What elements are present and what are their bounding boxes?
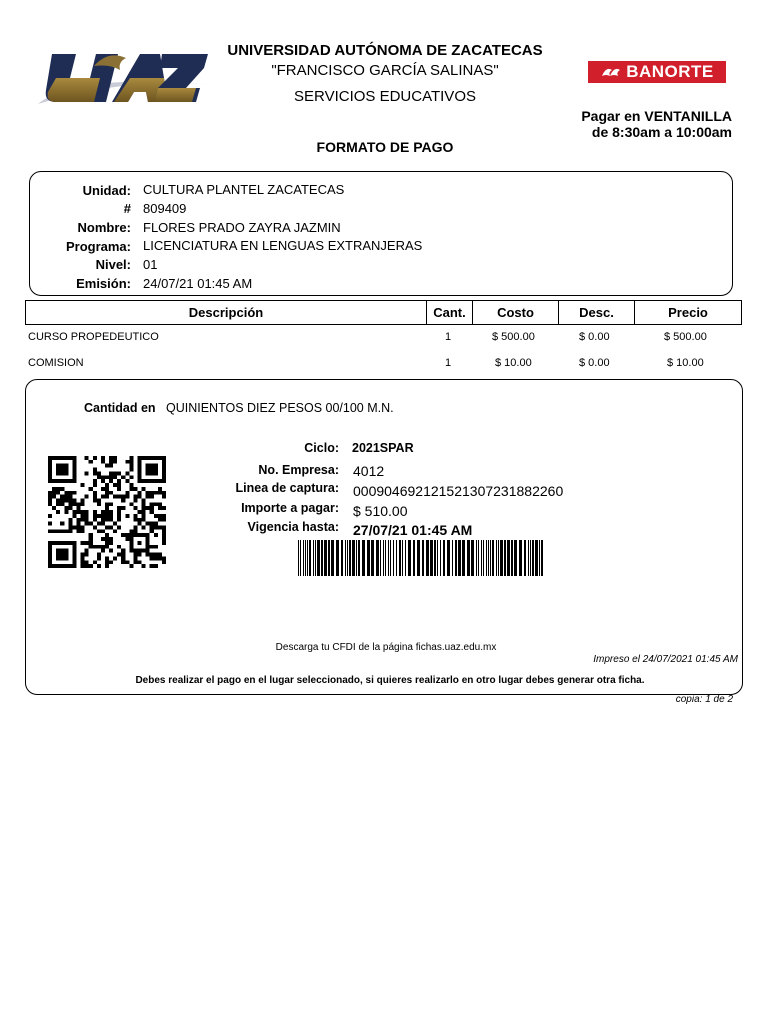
empresa-label: No. Empresa: xyxy=(258,463,339,477)
ciclo-value: 2021SPAR xyxy=(352,441,414,455)
importe-value: $ 510.00 xyxy=(353,503,408,519)
nombre-label: Nombre: xyxy=(77,220,131,235)
table-row xyxy=(25,357,742,371)
header-precio: Precio xyxy=(668,305,708,320)
barcode-icon xyxy=(296,540,548,576)
table-header xyxy=(25,300,742,325)
emision-value: 24/07/21 01:45 AM xyxy=(143,276,253,291)
uaz-eagle-logo-icon xyxy=(34,44,210,110)
university-name: UNIVERSIDAD AUTÓNOMA DE ZACATECAS xyxy=(227,42,543,59)
row-descripcion: CURSO PROPEDEUTICO xyxy=(28,331,159,343)
cantidad-value: QUINIENTOS DIEZ PESOS 00/100 M.N. xyxy=(166,401,394,415)
student-info-box xyxy=(29,171,733,296)
header-cantidad: Cant. xyxy=(427,301,473,324)
cantidad-label: Cantidad en xyxy=(84,401,156,415)
services-title: SERVICIOS EDUCATIVOS xyxy=(294,88,476,105)
banorte-swirl-icon xyxy=(600,64,622,80)
pay-hours-line: de 8:30am a 10:00am xyxy=(591,124,732,140)
linea-captura-value: 000904692121521307231882260 xyxy=(353,483,564,499)
emision-label: Emisión: xyxy=(76,276,131,291)
header-descripcion: Descripción xyxy=(26,301,427,324)
row-precio: $ 500.00 xyxy=(664,331,707,343)
row-descuento: $ 0.00 xyxy=(579,357,610,369)
row-costo: $ 500.00 xyxy=(492,331,535,343)
unidad-label: Unidad: xyxy=(82,183,131,198)
row-descripcion: COMISION xyxy=(28,357,84,369)
row-descuento: $ 0.00 xyxy=(579,331,610,343)
number-value: 809409 xyxy=(143,201,187,216)
qr-code-icon xyxy=(48,456,166,568)
cfdi-download-note: Descarga tu CFDI de la página fichas.uaz.edu.mx xyxy=(275,642,497,653)
pay-window-line: Pagar en VENTANILLA xyxy=(581,108,732,124)
header-descuento: Desc. xyxy=(559,301,635,324)
ciclo-label: Ciclo: xyxy=(304,441,339,455)
row-cantidad: 1 xyxy=(445,331,452,343)
number-label: # xyxy=(123,201,131,216)
form-title: FORMATO DE PAGO xyxy=(316,139,454,155)
linea-captura-label: Linea de captura: xyxy=(235,481,339,495)
row-precio: $ 10.00 xyxy=(667,357,704,369)
bank-name: BANORTE xyxy=(626,62,714,81)
payment-warning: Debes realizar el pago en el lugar seleccionado, si quieres realizarlo en otro lugar debes generar otra ficha. xyxy=(135,675,645,686)
copy-counter: copia: 1 de 2 xyxy=(675,694,733,705)
nombre-value: FLORES PRADO ZAYRA JAZMIN xyxy=(143,220,341,235)
empresa-value: 4012 xyxy=(353,463,385,479)
university-subtitle: "FRANCISCO GARCÍA SALINAS" xyxy=(271,62,499,79)
vigencia-label: Vigencia hasta: xyxy=(247,520,339,534)
table-row xyxy=(25,331,742,345)
unidad-value: CULTURA PLANTEL ZACATECAS xyxy=(143,182,345,197)
banorte-logo xyxy=(588,61,726,83)
vigencia-value: 27/07/21 01:45 AM xyxy=(353,522,473,538)
nivel-value: 01 xyxy=(143,257,158,272)
row-costo: $ 10.00 xyxy=(495,357,532,369)
programa-label: Programa: xyxy=(65,239,131,254)
programa-value: LICENCIATURA EN LENGUAS EXTRANJERAS xyxy=(143,238,423,253)
importe-label: Importe a pagar: xyxy=(241,501,339,515)
header-costo: Costo xyxy=(473,301,559,324)
row-cantidad: 1 xyxy=(445,357,452,369)
nivel-label: Nivel: xyxy=(95,257,131,272)
printed-timestamp: Impreso el 24/07/2021 01:45 AM xyxy=(593,654,738,665)
